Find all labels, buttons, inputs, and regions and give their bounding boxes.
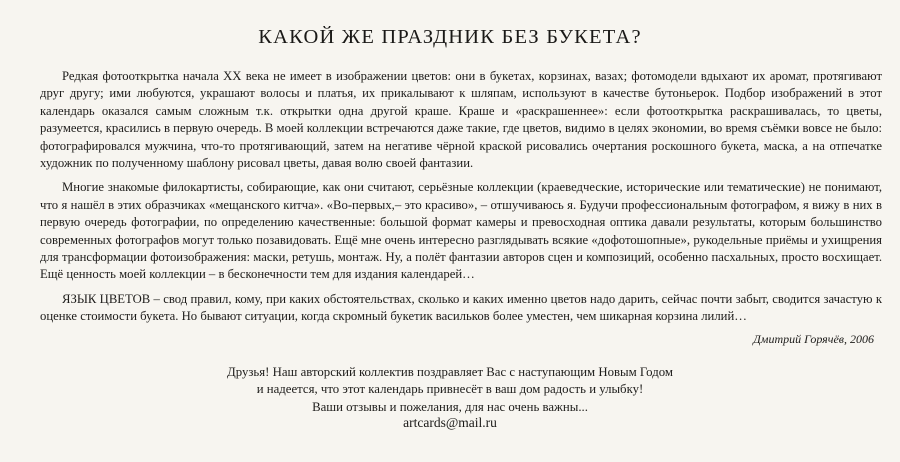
greeting-line-3: Ваши отзывы и пожелания, для нас очень важны... bbox=[312, 399, 588, 414]
paragraph-3: ЯЗЫК ЦВЕТОВ – свод правил, кому, при каких обстоятельствах, сколько и каких именно цветов надо дарить, сейчас почти забыт, сводится зачастую к оценке стоимости букета. Но бывают ситуации, когда скромный букетик васильков более уместен, чем шикарная корзина лилий… bbox=[40, 291, 882, 324]
article-body bbox=[40, 68, 882, 333]
greeting-line-1: Друзья! Наш авторский коллектив поздравляет Вас с наступающим Новым Годом bbox=[227, 365, 673, 379]
page-title: КАКОЙ ЖЕ ПРАЗДНИК БЕЗ БУКЕТА? bbox=[258, 26, 642, 48]
paragraph-2: Многие знакомые филокартисты, собирающие, как они считают, серьёзные коллекции (краеведческие, исторические или тематические) не понимают, что я нашёл в этих образчиках «мещанского китча». «Во-первых,– это красиво», – отшучиваюсь я. Будучи профессиональным фотографом, я вижу в них в первую очередь фотографии, по определению качественные: большой формат камеры и превосходная оптика давали результаты, которым большинство современных фотографов могут только позавидовать. Ещё мне очень интересно разглядывать всякие «дофотошопные», рукодельные приёмы и ухищрения для трансформации фотоизображения: маски, ретушь, монтаж. Ну, а полёт фантазии авторов сцен и композиций, особенно пасхальных, просто восхищает. Ещё ценность моей коллекции – в бесконечности тем для издания календарей… bbox=[40, 180, 882, 282]
author-signature: Дмитрий Горячёв, 2006 bbox=[753, 332, 874, 346]
paragraph-1: Редкая фотооткрытка начала XX века не имеет в изображении цветов: они в букетах, корзинах, вазах; фотомодели вдыхают их аромат, протягивают друг другу; ими любуются, украшают волосы и платья, их прикалывают к шляпам, используют в качестве бутоньерок. Подбор изображений в этот календарь оказался самым сложным т.к. открытки одна другой краше. Краше и «раскрашеннее»: если фотооткрытка раскрашивалась, то цветы, разумеется, красились в первую очередь. В моей коллекции встречаются даже такие, где цветов, видимо в целях экономии, во время съёмки вовсе не было: фотографировался мужчина, что-то протягивающий, затем на негативе чёрной краской рисовались очертания роскошного букета, маска, а на отпечатке художник по полученному шаблону рисовал цветы, давая волю своей фантазии. bbox=[40, 69, 882, 171]
contact-email[interactable]: artcards@mail.ru bbox=[403, 415, 497, 430]
greeting-line-2: и надеется, что этот календарь привнесёт в ваш дом радость и улыбку! bbox=[256, 382, 644, 397]
greeting-block bbox=[0, 364, 900, 416]
